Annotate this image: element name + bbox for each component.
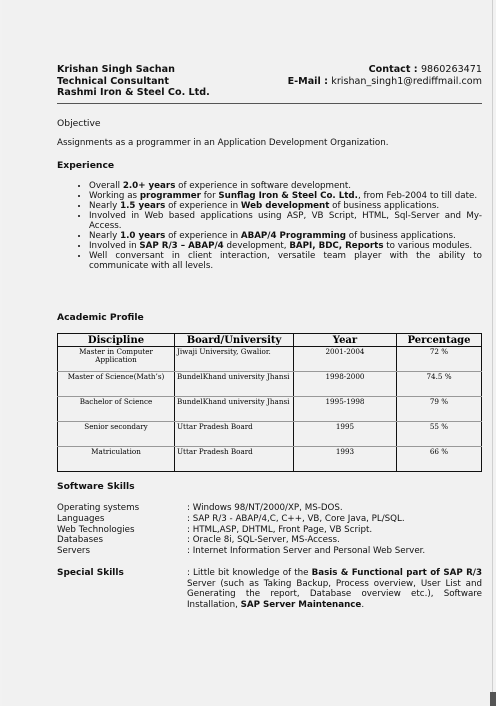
skill-row bbox=[57, 525, 482, 536]
year-cell: 2001-2004 bbox=[294, 347, 397, 372]
experience-item: • Overall 2.0+ years of experience in software development. bbox=[89, 181, 482, 191]
page-corner-mark bbox=[490, 692, 496, 706]
header-divider bbox=[57, 103, 482, 104]
email-line bbox=[288, 76, 482, 88]
skill-row bbox=[57, 535, 482, 546]
skill-key: Servers bbox=[57, 546, 91, 557]
objective-heading: Objective bbox=[57, 118, 101, 129]
experience-item: • Well conversant in client interaction, versatile team player with the ability to communicate with all levels. bbox=[89, 251, 482, 271]
year-cell: 1993 bbox=[294, 447, 397, 472]
skill-value: : HTML,ASP, DHTML, Front Page, VB Script. bbox=[187, 524, 373, 535]
year-cell: 1995-1998 bbox=[294, 397, 397, 422]
skill-row bbox=[57, 503, 482, 514]
discipline-cell: Senior secondary bbox=[58, 422, 175, 447]
skill-value: : Internet Information Server and Personal Web Server. bbox=[187, 546, 426, 557]
skill-row bbox=[57, 514, 482, 525]
discipline-cell: Master of Science(Math’s) bbox=[58, 372, 175, 397]
discipline-cell: Master in Computer Application bbox=[58, 347, 175, 372]
experience-section bbox=[57, 160, 482, 271]
special-skills-heading: Special Skills bbox=[57, 568, 124, 578]
discipline-cell: Matriculation bbox=[58, 447, 175, 472]
experience-list bbox=[57, 181, 482, 271]
table-row bbox=[58, 447, 482, 472]
table-row bbox=[58, 397, 482, 422]
candidate-name: Krishan Singh Sachan bbox=[57, 64, 175, 75]
skill-key: Web Technologies bbox=[57, 524, 135, 535]
table-header-row bbox=[58, 334, 482, 347]
experience-heading: Experience bbox=[57, 160, 115, 171]
software-skills-heading: Software Skills bbox=[57, 481, 135, 492]
percentage-cell: 72 % bbox=[397, 347, 482, 372]
experience-item: • Working as programmer for Sunflag Iron & Steel Co. Ltd., from Feb-2004 to till date. bbox=[89, 191, 482, 201]
candidate-title: Technical Consultant bbox=[57, 75, 169, 87]
experience-item: • Nearly 1.0 years of experience in ABAP/4 Programming of business applications. bbox=[89, 231, 482, 241]
board-cell: BundelKhand university Jhansi bbox=[175, 372, 294, 397]
special-skills-text: : Little bit knowledge of the Basis & Functional part of SAP R/3 Server (such as Taking Backup, Process overview, User List and Generating the report, Database overview etc.), Software Installation, SAP Server Maintenance. bbox=[187, 568, 482, 610]
academic-heading: Academic Profile bbox=[57, 312, 144, 323]
objective-section bbox=[57, 118, 482, 149]
software-skills-list bbox=[57, 503, 482, 557]
contact-line bbox=[288, 64, 482, 76]
candidate-company: Rashmi Iron & Steel Co. Ltd. bbox=[57, 87, 210, 98]
percentage-cell: 55 % bbox=[397, 422, 482, 447]
email-label: E-Mail : bbox=[287, 75, 332, 87]
header-left bbox=[57, 64, 210, 99]
table-row bbox=[58, 372, 482, 397]
experience-item: • Nearly 1.5 years of experience in Web development of business applications. bbox=[89, 201, 482, 211]
header-right bbox=[288, 64, 482, 87]
experience-item: • Involved in Web based applications using ASP, VB Script, HTML, Sql-Server and My-Access. bbox=[89, 211, 482, 231]
discipline-cell: Bachelor of Science bbox=[58, 397, 175, 422]
table-row bbox=[58, 347, 482, 372]
software-skills-heading-block bbox=[57, 481, 482, 492]
board-cell: Jiwaji University, Gwalior. bbox=[175, 347, 294, 372]
skill-value: : SAP R/3 - ABAP/4,C, C++, VB, Core Java, PL/SQL. bbox=[187, 513, 405, 524]
board-cell: Uttar Pradesh Board bbox=[175, 447, 294, 472]
special-skills-section bbox=[57, 568, 482, 610]
percentage-cell: 74.5 % bbox=[397, 372, 482, 397]
percentage-cell: 66 % bbox=[397, 447, 482, 472]
table-row bbox=[58, 422, 482, 447]
academic-heading-block bbox=[57, 312, 482, 323]
skill-value: : Oracle 8i, SQL-Server, MS-Access. bbox=[187, 535, 340, 546]
email-value: krishan_singh1@rediffmail.com bbox=[331, 75, 482, 87]
resume-page bbox=[2, 0, 493, 706]
column-header: Board/University bbox=[175, 334, 294, 347]
column-header: Discipline bbox=[58, 334, 175, 347]
skill-key: Operating systems bbox=[57, 503, 140, 513]
board-cell: BundelKhand university Jhansi bbox=[175, 397, 294, 422]
skill-key: Languages bbox=[57, 513, 105, 524]
academic-table bbox=[57, 333, 482, 472]
skill-key: Databases bbox=[57, 535, 103, 546]
percentage-cell: 79 % bbox=[397, 397, 482, 422]
board-cell: Uttar Pradesh Board bbox=[175, 422, 294, 447]
year-cell: 1995 bbox=[294, 422, 397, 447]
contact-label: Contact : bbox=[368, 64, 421, 75]
column-header: Percentage bbox=[397, 334, 482, 347]
objective-text: Assignments as a programmer in an Application Development Organization. bbox=[57, 138, 389, 148]
skill-row bbox=[57, 546, 482, 557]
column-header: Year bbox=[294, 334, 397, 347]
skill-value: : Windows 98/NT/2000/XP, MS-DOS. bbox=[187, 503, 343, 513]
experience-item: • Involved in SAP R/3 – ABAP/4 development, BAPI, BDC, Reports to various modules. bbox=[89, 241, 482, 251]
year-cell: 1998-2000 bbox=[294, 372, 397, 397]
contact-value: 9860263471 bbox=[420, 64, 482, 75]
